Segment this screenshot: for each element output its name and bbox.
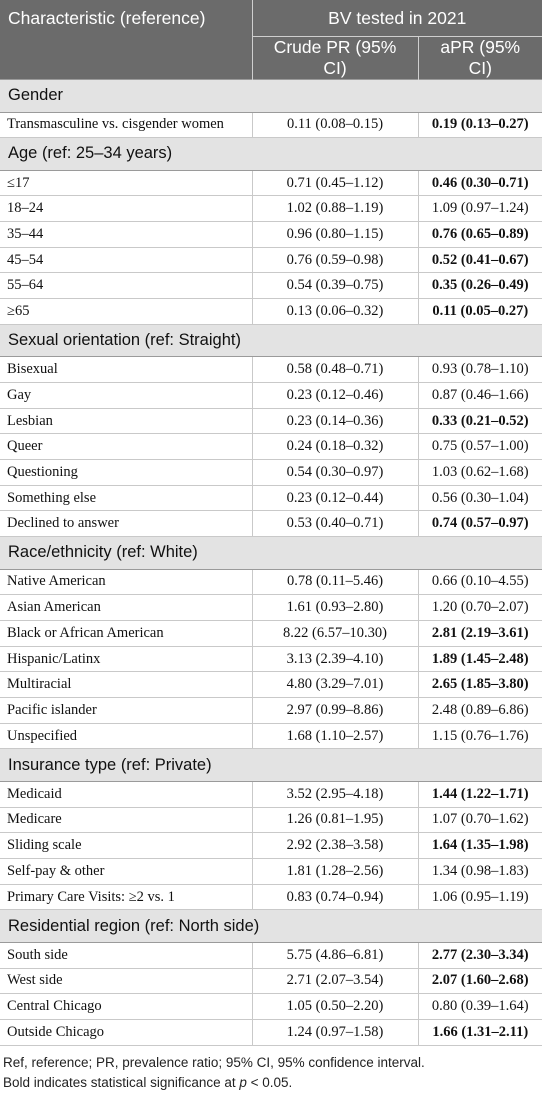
crude-pr-header: Crude PR (95% CI)	[252, 37, 418, 80]
crude-pr-cell: 1.68 (1.10–2.57)	[252, 723, 418, 749]
characteristic-cell: Gay	[0, 383, 252, 409]
table-row	[0, 511, 542, 537]
table-row	[0, 833, 542, 859]
table-row	[0, 196, 542, 222]
apr-cell: 2.81 (2.19–3.61)	[418, 621, 542, 647]
characteristic-cell: Declined to answer	[0, 511, 252, 537]
table-row	[0, 723, 542, 749]
characteristic-cell: Medicaid	[0, 781, 252, 807]
bv-tested-header: BV tested in 2021	[252, 0, 542, 37]
section-title: Race/ethnicity (ref: White)	[0, 537, 542, 570]
table-row	[0, 781, 542, 807]
apr-cell: 2.48 (0.89–6.86)	[418, 698, 542, 724]
table-row	[0, 807, 542, 833]
table-row	[0, 112, 542, 138]
table-row	[0, 170, 542, 196]
footnote-suffix: < 0.05.	[246, 1074, 293, 1090]
characteristic-cell: Central Chicago	[0, 994, 252, 1020]
table-row	[0, 942, 542, 968]
characteristic-cell: Questioning	[0, 460, 252, 486]
apr-cell: 1.07 (0.70–1.62)	[418, 807, 542, 833]
apr-cell: 1.20 (0.70–2.07)	[418, 595, 542, 621]
crude-pr-cell: 0.96 (0.80–1.15)	[252, 222, 418, 248]
crude-pr-cell: 3.52 (2.95–4.18)	[252, 781, 418, 807]
apr-cell: 0.19 (0.13–0.27)	[418, 112, 542, 138]
apr-cell: 1.06 (0.95–1.19)	[418, 884, 542, 910]
crude-pr-cell: 0.24 (0.18–0.32)	[252, 434, 418, 460]
characteristic-cell: Primary Care Visits: ≥2 vs. 1	[0, 884, 252, 910]
footnote-line-1: Ref, reference; PR, prevalence ratio; 95% CI, 95% confidence interval.	[3, 1054, 425, 1070]
apr-cell: 2.65 (1.85–3.80)	[418, 672, 542, 698]
table-row	[0, 460, 542, 486]
characteristic-cell: Hispanic/Latinx	[0, 646, 252, 672]
apr-cell: 1.66 (1.31–2.11)	[418, 1019, 542, 1045]
table-row	[0, 698, 542, 724]
section-header-row	[0, 324, 542, 357]
characteristic-cell: Medicare	[0, 807, 252, 833]
characteristic-cell: 45–54	[0, 247, 252, 273]
crude-pr-cell: 1.61 (0.93–2.80)	[252, 595, 418, 621]
table-row	[0, 569, 542, 595]
table-row	[0, 646, 542, 672]
header-row-1	[0, 0, 542, 37]
apr-cell: 0.46 (0.30–0.71)	[418, 170, 542, 196]
characteristic-cell: Self-pay & other	[0, 859, 252, 885]
crude-pr-cell: 1.02 (0.88–1.19)	[252, 196, 418, 222]
table-row	[0, 859, 542, 885]
crude-pr-cell: 0.11 (0.08–0.15)	[252, 112, 418, 138]
apr-cell: 1.64 (1.35–1.98)	[418, 833, 542, 859]
crude-pr-cell: 0.23 (0.14–0.36)	[252, 408, 418, 434]
crude-pr-cell: 0.76 (0.59–0.98)	[252, 247, 418, 273]
footnote-p-variable: p	[239, 1074, 247, 1090]
characteristic-header: Characteristic (reference)	[0, 0, 252, 80]
section-title: Gender	[0, 80, 542, 113]
table-row	[0, 222, 542, 248]
characteristic-cell: Asian American	[0, 595, 252, 621]
apr-cell: 0.76 (0.65–0.89)	[418, 222, 542, 248]
characteristic-cell: Outside Chicago	[0, 1019, 252, 1045]
section-title: Residential region (ref: North side)	[0, 910, 542, 943]
characteristic-cell: West side	[0, 968, 252, 994]
section-header-row	[0, 910, 542, 943]
table-row	[0, 357, 542, 383]
apr-cell: 0.56 (0.30–1.04)	[418, 485, 542, 511]
apr-cell: 0.75 (0.57–1.00)	[418, 434, 542, 460]
apr-cell: 2.77 (2.30–3.34)	[418, 942, 542, 968]
section-header-row	[0, 138, 542, 171]
apr-cell: 0.74 (0.57–0.97)	[418, 511, 542, 537]
table-row	[0, 247, 542, 273]
crude-pr-cell: 1.05 (0.50–2.20)	[252, 994, 418, 1020]
apr-cell: 0.35 (0.26–0.49)	[418, 273, 542, 299]
crude-pr-cell: 0.83 (0.74–0.94)	[252, 884, 418, 910]
section-title: Age (ref: 25–34 years)	[0, 138, 542, 171]
characteristic-cell: Transmasculine vs. cisgender women	[0, 112, 252, 138]
table-row	[0, 434, 542, 460]
table-row	[0, 595, 542, 621]
characteristic-cell: Something else	[0, 485, 252, 511]
table-body	[0, 80, 542, 1046]
crude-pr-cell: 2.71 (2.07–3.54)	[252, 968, 418, 994]
footnote-line-2	[3, 1073, 539, 1093]
apr-cell: 0.33 (0.21–0.52)	[418, 408, 542, 434]
characteristic-cell: Queer	[0, 434, 252, 460]
characteristic-cell: Unspecified	[0, 723, 252, 749]
table-row	[0, 408, 542, 434]
characteristic-cell: Multiracial	[0, 672, 252, 698]
apr-cell: 0.11 (0.05–0.27)	[418, 299, 542, 325]
crude-pr-cell: 0.13 (0.06–0.32)	[252, 299, 418, 325]
table-row	[0, 383, 542, 409]
characteristic-cell: Native American	[0, 569, 252, 595]
crude-pr-cell: 8.22 (6.57–10.30)	[252, 621, 418, 647]
crude-pr-cell: 2.92 (2.38–3.58)	[252, 833, 418, 859]
characteristic-cell: South side	[0, 942, 252, 968]
section-header-row	[0, 80, 542, 113]
crude-pr-cell: 0.53 (0.40–0.71)	[252, 511, 418, 537]
apr-cell: 1.03 (0.62–1.68)	[418, 460, 542, 486]
apr-cell: 1.15 (0.76–1.76)	[418, 723, 542, 749]
footnote-prefix: Bold indicates statistical significance at	[3, 1074, 240, 1090]
apr-cell: 1.89 (1.45–2.48)	[418, 646, 542, 672]
table-row	[0, 672, 542, 698]
crude-pr-cell: 0.58 (0.48–0.71)	[252, 357, 418, 383]
characteristic-cell: Lesbian	[0, 408, 252, 434]
apr-cell: 0.66 (0.10–4.55)	[418, 569, 542, 595]
table-row	[0, 299, 542, 325]
characteristic-cell: ≤17	[0, 170, 252, 196]
table-row	[0, 884, 542, 910]
crude-pr-cell: 1.26 (0.81–1.95)	[252, 807, 418, 833]
apr-cell: 2.07 (1.60–2.68)	[418, 968, 542, 994]
characteristic-cell: 55–64	[0, 273, 252, 299]
apr-cell: 0.80 (0.39–1.64)	[418, 994, 542, 1020]
characteristic-cell: 18–24	[0, 196, 252, 222]
section-title: Insurance type (ref: Private)	[0, 749, 542, 782]
characteristic-cell: Black or African American	[0, 621, 252, 647]
crude-pr-cell: 1.81 (1.28–2.56)	[252, 859, 418, 885]
crude-pr-cell: 1.24 (0.97–1.58)	[252, 1019, 418, 1045]
apr-header: aPR (95% CI)	[418, 37, 542, 80]
section-title: Sexual orientation (ref: Straight)	[0, 324, 542, 357]
table-row	[0, 1019, 542, 1045]
characteristic-cell: Pacific islander	[0, 698, 252, 724]
characteristic-cell: Bisexual	[0, 357, 252, 383]
table-row	[0, 485, 542, 511]
apr-cell: 1.09 (0.97–1.24)	[418, 196, 542, 222]
crude-pr-cell: 0.23 (0.12–0.46)	[252, 383, 418, 409]
footnote	[0, 1046, 542, 1093]
crude-pr-cell: 0.54 (0.30–0.97)	[252, 460, 418, 486]
crude-pr-cell: 5.75 (4.86–6.81)	[252, 942, 418, 968]
apr-cell: 0.93 (0.78–1.10)	[418, 357, 542, 383]
table-row	[0, 273, 542, 299]
crude-pr-cell: 4.80 (3.29–7.01)	[252, 672, 418, 698]
section-header-row	[0, 537, 542, 570]
table-row	[0, 621, 542, 647]
crude-pr-cell: 0.78 (0.11–5.46)	[252, 569, 418, 595]
table-row	[0, 968, 542, 994]
crude-pr-cell: 2.97 (0.99–8.86)	[252, 698, 418, 724]
section-header-row	[0, 749, 542, 782]
crude-pr-cell: 0.54 (0.39–0.75)	[252, 273, 418, 299]
crude-pr-cell: 3.13 (2.39–4.10)	[252, 646, 418, 672]
characteristic-cell: 35–44	[0, 222, 252, 248]
characteristic-cell: Sliding scale	[0, 833, 252, 859]
apr-cell: 1.34 (0.98–1.83)	[418, 859, 542, 885]
apr-cell: 0.52 (0.41–0.67)	[418, 247, 542, 273]
apr-cell: 1.44 (1.22–1.71)	[418, 781, 542, 807]
table-row	[0, 994, 542, 1020]
characteristic-cell: ≥65	[0, 299, 252, 325]
apr-cell: 0.87 (0.46–1.66)	[418, 383, 542, 409]
crude-pr-cell: 0.71 (0.45–1.12)	[252, 170, 418, 196]
crude-pr-cell: 0.23 (0.12–0.44)	[252, 485, 418, 511]
